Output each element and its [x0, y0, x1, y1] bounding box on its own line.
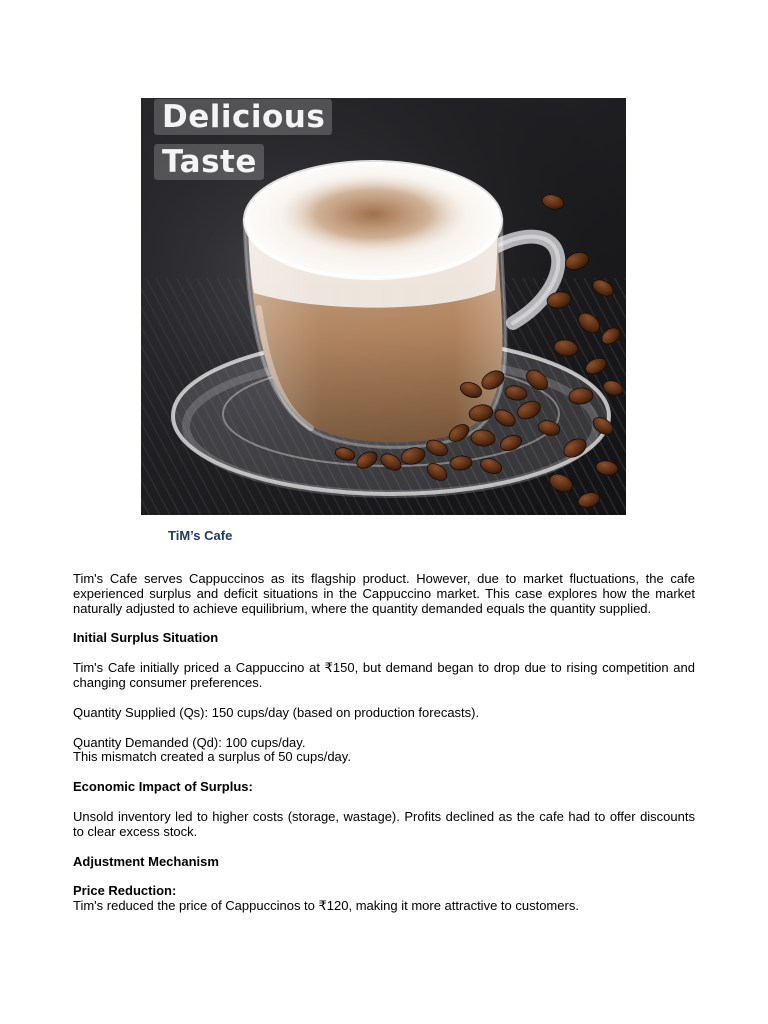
- surplus-paragraph: Tim's Cafe initially priced a Cappuccino at ₹150, but demand began to drop due to rising competition and changing consumer preferences.: [73, 660, 695, 690]
- heading-price-reduction: Price Reduction:: [73, 883, 177, 899]
- impact-paragraph: Unsold inventory led to higher costs (storage, wastage). Profits declined as the cafe had to offer discounts to clear excess stock.: [73, 808, 695, 839]
- price-reduction-text: Tim's reduced the price of Cappuccinos to ₹120, making it more attractive to customers.: [73, 898, 579, 914]
- intro-paragraph: Tim's Cafe serves Cappuccinos as its flagship product. However, due to market fluctuations, the cafe experienced surplus and deficit situations in the Cappuccino market. This case explores how the market naturally adjusted to achieve equilibrium, where the quantity demanded equals the quantity supplied.: [73, 571, 695, 616]
- document-body: [73, 572, 695, 914]
- mismatch-text: This mismatch created a surplus of 50 cups/day.: [73, 749, 351, 765]
- badge-taste: Taste: [154, 144, 264, 180]
- quantity-demanded-text: Quantity Demanded (Qd): 100 cups/day.: [73, 734, 306, 750]
- heading-initial-surplus: Initial Surplus Situation: [73, 630, 219, 646]
- quantity-supplied-text: Quantity Supplied (Qs): 150 cups/day (based on production forecasts).: [73, 704, 480, 720]
- image-caption: TiM’s Cafe: [168, 528, 233, 543]
- heading-adjustment-mechanism: Adjustment Mechanism: [73, 853, 219, 869]
- heading-economic-impact: Economic Impact of Surplus:: [73, 779, 253, 795]
- badge-delicious: Delicious: [154, 99, 332, 135]
- hero-image: [141, 98, 626, 515]
